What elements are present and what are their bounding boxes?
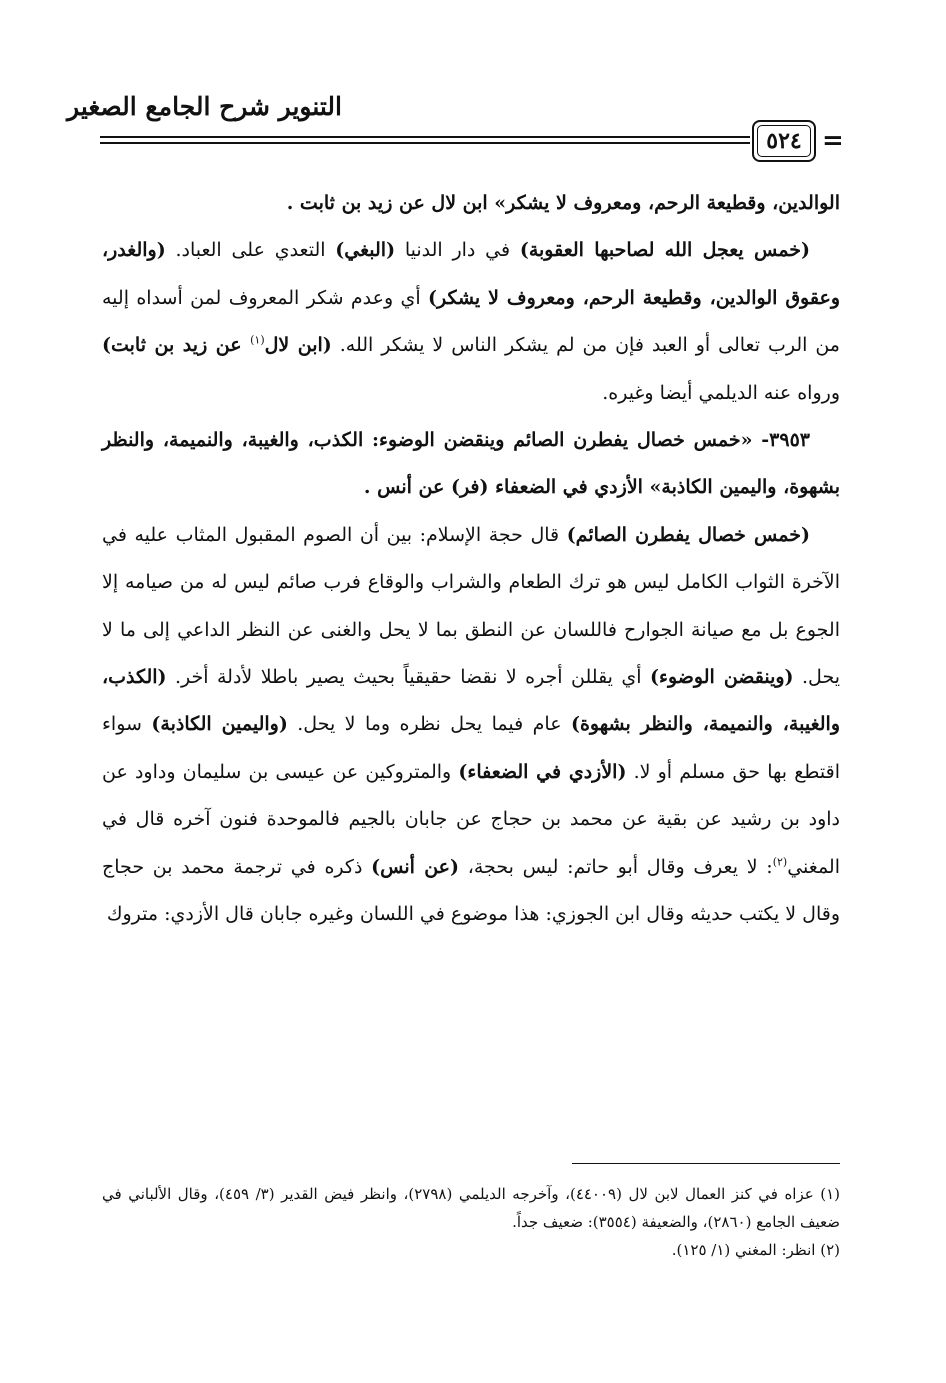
quoted-phrase: (البغي) xyxy=(335,239,396,262)
running-header-title: التنوير شرح الجامع الصغير xyxy=(67,92,342,121)
commentary-text: أي يقللن أجره لا نقضا حقيقياً بحيث يصير باطلا لأدلة أخر. xyxy=(166,666,651,689)
footnote-2: (٢) انظر: المغني (١/ ١٢٥). xyxy=(671,1241,840,1259)
commentary-text: قال حجة الإسلام: بين أن الصوم المقبول المثاب عليه في الآخرة الثواب الكامل ليس هو ترك الطعام والشراب والوقاع فرب صائم ليس له من صيامه إلا الجوع بل مع صيانة الجوارح فاللسان عن النطق بما لا يحل والغنى عن النظر الداعي إلى ما لا يحل. xyxy=(102,523,840,689)
main-text xyxy=(102,180,840,939)
page-number-frame xyxy=(752,120,816,162)
quoted-phrase: (واليمين الكاذبة) xyxy=(151,713,288,736)
page-number: ٥٢٤ xyxy=(766,128,802,154)
paragraph-1 xyxy=(102,180,840,227)
commentary-text: التعدي على العباد. xyxy=(165,239,336,262)
quoted-phrase: (الأزدي في الضعفاء) xyxy=(458,760,627,783)
paragraph-4 xyxy=(102,512,840,939)
footnote-1: (١) عزاه في كنز العمال لابن لال (٤٤٠٠٩)، وآخرجه الديلمي (٢٧٩٨)، وانظر فيض القدير (٣/ ٤٥٩)، وقال الألباني في ضعيف الجامع (٢٨٦٠)، والضعيفة (٣٥٥٤): ضعيف جداً. xyxy=(102,1185,840,1231)
quoted-phrase: (عن أنس) xyxy=(371,855,460,878)
footnote-separator xyxy=(572,1163,840,1164)
footnotes xyxy=(102,1180,840,1264)
commentary-text: ورواه عنه الديلمي أيضا وغيره. xyxy=(602,381,840,404)
hadith-number: ٣٩٥٣- xyxy=(752,429,810,452)
commentary-text: ذكره في ترجمة محمد بن حجاج وقال لا يكتب حديثه وقال ابن الجوزي: هذا موضوع في اللسان وغيره جابان قال الأزدي: متروك xyxy=(102,855,840,926)
header-frame-mark: = xyxy=(822,126,844,156)
quoted-phrase: (خمس خصال يفطرن الصائم) xyxy=(566,523,810,546)
footnote-ref-1: (١) xyxy=(250,333,265,347)
hadith-text: «خمس خصال يفطرن الصائم وينقضن الوضوء: الكذب، والغيبة، والنميمة، والنظر بشهوة، واليمين الكاذبة» الأزدي في الضعفاء (فر) عن أنس . xyxy=(102,429,840,499)
quoted-phrase: (وينقضن الوضوء) xyxy=(650,666,794,689)
hadith-continuation: الوالدين، وقطيعة الرحم، ومعروف لا يشكر» ابن لال عن زيد بن ثابت . xyxy=(286,192,840,214)
commentary-text: والمتروكين عن عيسى بن سليمان وداود عن داود بن رشيد عن بقية عن محمد بن حجاج عن جابان بالجيم فالموحدة فنون آخره قال في المغني xyxy=(102,760,840,878)
footnote-ref-2: (٢) xyxy=(772,855,788,869)
commentary-text: سواء اقتطع بها حق مسلم أو لا. xyxy=(102,713,840,783)
commentary-text: : لا يعرف وقال أبو حاتم: ليس بحجة، xyxy=(459,855,773,878)
header-rule-bottom xyxy=(100,142,750,144)
paragraph-2 xyxy=(102,227,840,417)
commentary-text: في دار الدنيا xyxy=(395,239,520,262)
quoted-phrase: (الكذب، والغيبة، والنميمة، والنظر بشهوة) xyxy=(102,666,840,736)
commentary-text: عام فيما يحل نظره وما لا يحل. xyxy=(287,713,571,736)
header-rule-top xyxy=(100,136,750,138)
paragraph-3 xyxy=(102,417,840,512)
quoted-phrase: عن زيد بن ثابت) xyxy=(102,334,251,357)
quoted-phrase: (والغدر، وعقوق الوالدين، وقطيعة الرحم، ومعروف لا يشكر) xyxy=(102,239,840,309)
quoted-phrase: (خمس يعجل الله لصاحبها العقوبة) xyxy=(519,239,810,262)
quoted-phrase: (ابن لال xyxy=(264,334,332,357)
commentary-text: أي وعدم شكر المعروف لمن أسداه إليه من الرب تعالى أو العبد فإن من لم يشكر الناس لا يشكر الله. xyxy=(102,286,840,357)
